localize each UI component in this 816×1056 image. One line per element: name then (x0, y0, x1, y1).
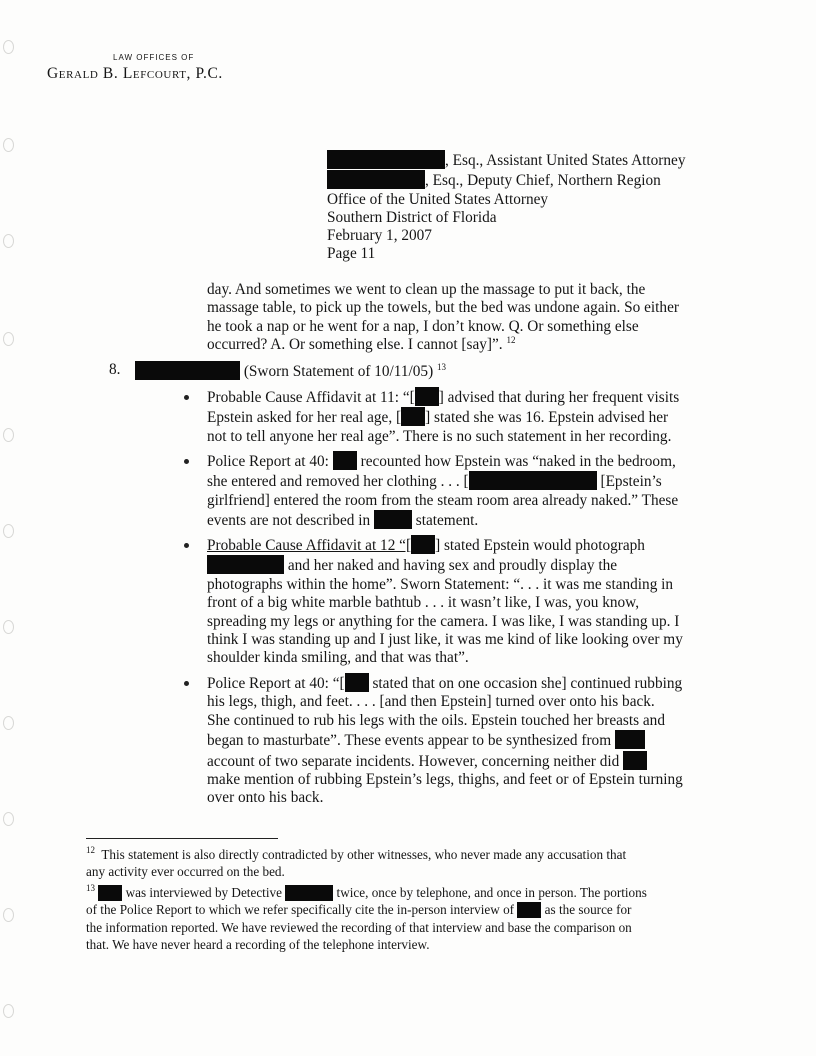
redaction-bar (345, 673, 369, 692)
address-block: , Esq., Assistant United States Attorney , Esq., Deputy Chief, Northern Region Office of the United States Attorney Southern District of Florida February 1, 2007 Page 11 (327, 152, 686, 263)
punch-hole-mark (3, 812, 14, 826)
redaction-bar (98, 885, 122, 901)
redaction-bar (517, 902, 541, 918)
redaction-bar (469, 471, 597, 490)
bullet-dot (184, 459, 189, 464)
redaction-bar (401, 407, 425, 426)
footnote-13: $^{13}$ was interviewed by Detective twice, once by telephone, and once in person. The portions of the Police Report to which we refer specifically cite the in-person interview of as the source for the information reported. We have reviewed the recording of that interview and base the comparison on that. We have never heard a recording of the telephone interview. (86, 883, 647, 953)
redaction-bar (135, 361, 240, 380)
letterhead-prefix: LAW OFFICES OF (113, 53, 195, 62)
punch-hole-mark (3, 428, 14, 442)
bullet-dot (184, 395, 189, 400)
list-item: Probable Cause Affidavit at 11: “[ ] advised that during her frequent visits Epstein asked for her real age, [ ] stated she was 16. Epstein advised her not to tell anyone her real age”. There is no such statement in her recording. (207, 389, 680, 445)
redaction-bar (327, 150, 445, 169)
redaction-bar (615, 730, 645, 749)
punch-hole-mark (3, 716, 14, 730)
list-item: Police Report at 40: “[ stated that on one occasion she] continued rubbing his legs, thigh, and feet. . . . [and then Epstein] turned over onto his back. She continued to rub his legs with the oils. Epstein touched her breasts and began to masturbate”. These events appear to be synthesized from account of two separate incidents. However, concerning neither did make mention of rubbing Epstein’s legs, thighs, and feet or of Epstein turning over onto his back. (207, 675, 683, 807)
bullet-dot (184, 681, 189, 686)
punch-hole-mark (3, 234, 14, 248)
redaction-bar (327, 170, 425, 189)
footnote-12: $^{12}$ This statement is also directly contradicted by other witnesses, who never made any accusation that any activity ever occurred on the bed. (86, 845, 627, 880)
continuation-paragraph: day. And sometimes we went to clean up the massage to put it back, the massage table, to pick up the towels, but the bed was undone again. So either he took a nap or he went for a nap, I don’t know. Q. Or something else occurred? A. Or something else. I cannot [say]”. $^{12}$ (207, 281, 679, 354)
page-number: Page 11 (327, 245, 376, 263)
list-item: Probable Cause Affidavit at 12 “[ ] stated Epstein would photograph and her naked and having sex and proudly display the photographs within the home”. Sworn Statement: “. . . it was me standing in front of a big white marble bathtub . . . it wasn’t like, I was, you know, spreading my legs or anything for the camera. I was like, I was standing up. I think I was standing up and I just like, it was me kind of like looking over my shoulder kinda smiling, and that was that”. (207, 537, 683, 667)
redaction-bar (411, 535, 435, 554)
letter-date: February 1, 2007 (327, 227, 432, 245)
redaction-bar (285, 885, 333, 901)
item-heading: (Sworn Statement of 10/11/05) $^{13}$ (135, 361, 446, 381)
footnote-separator (86, 838, 278, 839)
footnote-ref-12: 12 (506, 335, 516, 346)
punch-hole-mark (3, 332, 14, 346)
redaction-bar (207, 555, 284, 574)
list-item: Police Report at 40: recounted how Epstein was “naked in the bedroom, she entered and removed her clothing . . . [ [Epstein’s girlfriend] entered the room from the steam room area already naked.” These events are not described in statement. (207, 453, 679, 530)
redaction-bar (333, 451, 357, 470)
item-number: 8. (109, 361, 121, 378)
punch-hole-mark (3, 138, 14, 152)
footnote-ref-13: 13 (437, 362, 446, 372)
punch-hole-mark (3, 620, 14, 634)
punch-hole-mark (3, 1004, 14, 1018)
letterhead-firm-name: Gerald B. Lefcourt, P.C. (47, 65, 223, 82)
bullet-dot (184, 543, 189, 548)
punch-hole-mark (3, 40, 14, 54)
punch-hole-mark (3, 524, 14, 538)
redaction-bar (374, 510, 412, 529)
redaction-bar (415, 387, 439, 406)
punch-hole-mark (3, 908, 14, 922)
redaction-bar (623, 751, 647, 770)
